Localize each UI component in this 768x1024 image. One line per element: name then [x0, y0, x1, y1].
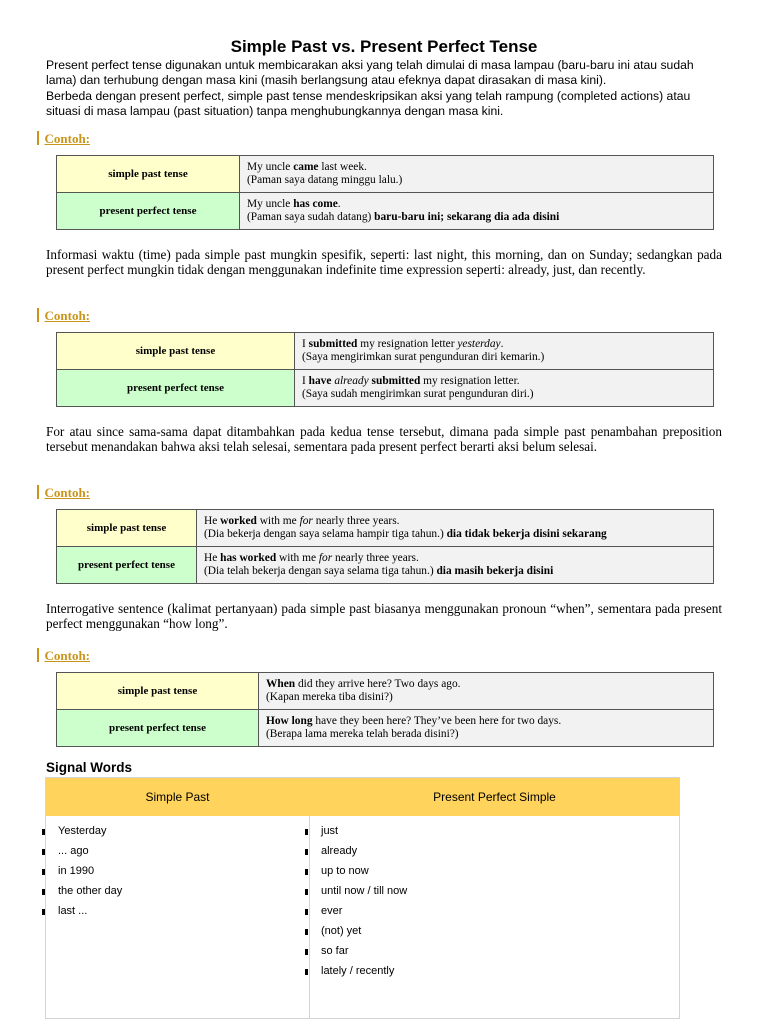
- simple-past-row: [57, 673, 714, 710]
- example-table: [56, 672, 714, 747]
- example-table: [56, 155, 714, 230]
- simple-past-example: He worked with me for nearly three years. (Dia bekerja dengan saya selama hampir tiga tahun.) dia tidak bekerja disini sekarang: [197, 510, 714, 547]
- simple-past-example: When did they arrive here? Two days ago. (Kapan mereka tiba disini?): [259, 673, 714, 710]
- list-item: already: [305, 844, 407, 864]
- list-item: Yesterday: [42, 824, 122, 844]
- signal-words-title: Signal Words: [46, 760, 133, 775]
- intro-paragraph: Berbeda dengan present perfect, simple past tense mendeskripsikan aksi yang telah rampung (completed actions) atau situasi di masa lampau (past situation) tanpa menghubungkannya dengan masa kini.: [46, 88, 691, 118]
- present-perfect-label: present perfect tense: [57, 547, 197, 584]
- list-item: the other day: [42, 884, 122, 904]
- simple-past-signal-list: [42, 824, 122, 924]
- example-heading: Contoh:: [37, 485, 90, 501]
- present-perfect-row: [57, 547, 714, 584]
- list-item: ever: [305, 904, 407, 924]
- present-perfect-label: present perfect tense: [57, 370, 295, 407]
- simple-past-label: simple past tense: [57, 333, 295, 370]
- simple-past-label: simple past tense: [57, 510, 197, 547]
- bullet-icon: [42, 889, 45, 895]
- present-perfect-example: He has worked with me for nearly three years. (Dia telah bekerja dengan saya selama tiga tahun.) dia masih bekerja disini: [197, 547, 714, 584]
- list-item: lately / recently: [305, 964, 407, 984]
- list-item: (not) yet: [305, 924, 407, 944]
- example-heading: Contoh:: [37, 131, 90, 147]
- heading-marker: [37, 131, 39, 145]
- heading-marker: [37, 648, 39, 662]
- example-heading: Contoh:: [37, 308, 90, 324]
- example-heading: Contoh:: [37, 648, 90, 664]
- heading-marker: [37, 308, 39, 322]
- list-item: until now / till now: [305, 884, 407, 904]
- simple-past-row: [57, 333, 714, 370]
- bullet-icon: [305, 849, 308, 855]
- simple-past-row: [57, 510, 714, 547]
- present-perfect-example: My uncle has come. (Paman saya sudah datang) baru-baru ini; sekarang dia ada disini: [240, 193, 714, 230]
- list-item: ... ago: [42, 844, 122, 864]
- present-perfect-label: present perfect tense: [57, 193, 240, 230]
- list-item: last ...: [42, 904, 122, 924]
- bullet-icon: [305, 949, 308, 955]
- present-perfect-label: present perfect tense: [57, 710, 259, 747]
- bullet-icon: [42, 829, 45, 835]
- present-perfect-example: How long have they been here? They’ve been here for two days. (Berapa lama mereka telah berada disini?): [259, 710, 714, 747]
- present-perfect-row: [57, 193, 714, 230]
- example-table: [56, 332, 714, 407]
- paragraph-time-info: Informasi waktu (time) pada simple past mungkin spesifik, seperti: last night, this morning, dan on Sunday; sedangkan pada present perfect mungkin tidak dengan menggunakan indefinite time expression seperti: already, just, dan recently.: [46, 247, 722, 277]
- simple-past-example: My uncle came last week. (Paman saya datang minggu lalu.): [240, 156, 714, 193]
- simple-past-example: I submitted my resignation letter yesterday. (Saya mengirimkan surat pengunduran diri kemarin.): [295, 333, 714, 370]
- simple-past-label: simple past tense: [57, 673, 259, 710]
- bullet-icon: [305, 929, 308, 935]
- heading-marker: [37, 485, 39, 499]
- bullet-icon: [42, 869, 45, 875]
- simple-past-header: Simple Past: [46, 778, 309, 816]
- paragraph-interrogative: Interrogative sentence (kalimat pertanyaan) pada simple past biasanya menggunakan pronoun “when”, sementara pada present perfect menggunakan “how long”.: [46, 601, 722, 631]
- intro-text: [46, 58, 726, 119]
- list-item: in 1990: [42, 864, 122, 884]
- present-perfect-header: Present Perfect Simple: [310, 778, 679, 816]
- simple-past-row: [57, 156, 714, 193]
- bullet-icon: [305, 969, 308, 975]
- present-perfect-row: [57, 370, 714, 407]
- present-perfect-row: [57, 710, 714, 747]
- intro-paragraph: Present perfect tense digunakan untuk membicarakan aksi yang telah dimulai di masa lampau (baru-baru ini atau sudah lama) dan terhubung dengan masa kini (masih berlangsung atau efeknya dapat dirasakan di masa kini).: [46, 58, 694, 88]
- paragraph-for-since: For atau since sama-sama dapat ditambahkan pada kedua tense tersebut, dimana pada simple past penambahan preposition tersebut menandakan bahwa aksi telah selesai, sementara pada present perfect berarti aksi belum selesai.: [46, 424, 722, 454]
- bullet-icon: [305, 829, 308, 835]
- bullet-icon: [42, 909, 45, 915]
- signal-words-table: [45, 777, 680, 1019]
- list-item: up to now: [305, 864, 407, 884]
- list-item: so far: [305, 944, 407, 964]
- example-table: [56, 509, 714, 584]
- page-title: Simple Past vs. Present Perfect Tense: [230, 37, 538, 56]
- present-perfect-example: I have already submitted my resignation letter. (Saya sudah mengirimkan surat pengunduran diri.): [295, 370, 714, 407]
- bullet-icon: [305, 889, 308, 895]
- bullet-icon: [42, 849, 45, 855]
- bullet-icon: [305, 869, 308, 875]
- bullet-icon: [305, 909, 308, 915]
- list-item: just: [305, 824, 407, 844]
- present-perfect-signal-list: [305, 824, 407, 984]
- simple-past-label: simple past tense: [57, 156, 240, 193]
